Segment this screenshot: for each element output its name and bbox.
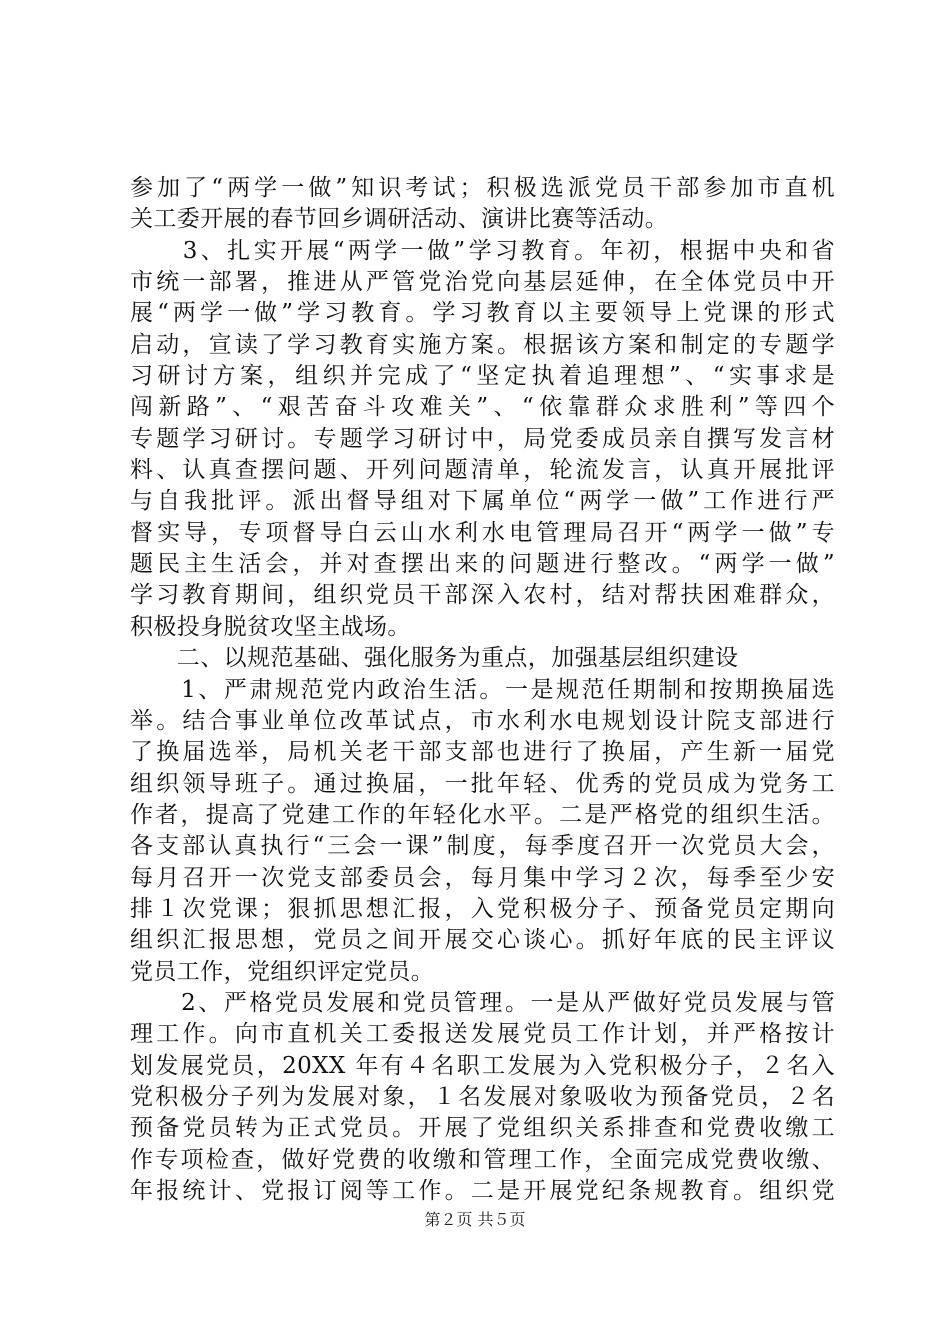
text-line: 料、认真查摆问题、开列问题清单，轮流发言，认真开展批评 (130, 457, 835, 484)
text-line: 党积极分子列为发展对象，１名发展对象吸收为预备党员，２名 (130, 1083, 835, 1110)
text-line: 排１次党课；狠抓思想汇报，入党积极分子、预备党员定期向 (130, 895, 835, 922)
text-line: 作者，提高了党建工作的年轻化水平。二是严格党的组织生活。 (130, 801, 835, 828)
text-line: 题民主生活会，并对查摆出来的问题进行整改。“两学一做” (130, 551, 835, 578)
text-line: 学习教育期间，组织党员干部深入农村，结对帮扶困难群众， (130, 582, 835, 609)
text-line: 启动，宣读了学习教育实施方案。根据该方案和制定的专题学 (130, 331, 835, 358)
text-line: 划发展党员，20XX 年有４名职工发展为入党积极分子，２名入 (130, 1052, 835, 1079)
text-line: 与自我批评。派出督导组对下属单位“两学一做”工作进行严 (130, 488, 835, 515)
text-line: 展“两学一做”学习教育。学习教育以主要领导上党课的形式 (130, 300, 835, 327)
text-line: 预备党员转为正式党员。开展了党组织关系排查和党费收缴工 (130, 1115, 835, 1142)
text-line: 组织领导班子。通过换届，一批年轻、优秀的党员成为党务工 (130, 770, 835, 797)
text-line: 习研讨方案，组织并完成了“坚定执着追理想”、“实事求是 (130, 363, 835, 390)
text-line: 2、严格党员发展和党员管理。一是从严做好党员发展与管 (130, 989, 835, 1016)
text-line: 党员工作，党组织评定党员。 (130, 958, 435, 985)
text-line: 作专项检查，做好党费的收缴和管理工作，全面完成党费收缴、 (130, 1146, 835, 1173)
text-line: 关工委开展的春节回乡调研活动、演讲比赛等活动。 (130, 206, 669, 233)
text-line: 各支部认真执行“三会一课”制度，每季度召开一次党员大会， (130, 833, 835, 860)
text-line: 年报统计、党报订阅等工作。二是开展党纪条规教育。组织党 (130, 1178, 835, 1204)
text-line: 闯新路”、“艰苦奋斗攻难关”、“依靠群众求胜利”等四个 (130, 394, 835, 421)
text-line: 二、以规范基础、强化服务为重点，加强基层组织建设 (130, 645, 739, 672)
text-line: 3、扎实开展“两学一做”学习教育。年初，根据中央和省 (130, 237, 835, 264)
text-line: 1、严肃规范党内政治生活。一是规范任期制和按期换届选 (130, 676, 835, 703)
text-line: 每月召开一次党支部委员会，每月集中学习２次，每季至少安 (130, 864, 835, 891)
text-line: 专题学习研讨。专题学习研讨中，局党委成员亲自撰写发言材 (130, 425, 835, 452)
text-line: 理工作。向市直机关工委报送发展党员工作计划，并严格按计 (130, 1021, 835, 1048)
text-line: 举。结合事业单位改革试点，市水利水电规划设计院支部进行 (130, 707, 835, 734)
text-line: 参加了“两学一做”知识考试；积极选派党员干部参加市直机 (130, 175, 835, 201)
text-line: 组织汇报思想，党员之间开展交心谈心。抓好年底的民主评议 (130, 927, 835, 954)
text-line: 市统一部署，推进从严管党治党向基层延伸，在全体党员中开 (130, 269, 835, 296)
page-number-footer: 第２页 共５页 (424, 1210, 526, 1229)
document-body (130, 173, 835, 1207)
text-line: 督实导，专项督导白云山水利水电管理局召开“两学一做”专 (130, 519, 835, 546)
text-line: 积极投身脱贫攻坚主战场。 (130, 613, 411, 640)
text-line: 了换届选举，局机关老干部支部也进行了换届，产生新一届党 (130, 739, 835, 766)
